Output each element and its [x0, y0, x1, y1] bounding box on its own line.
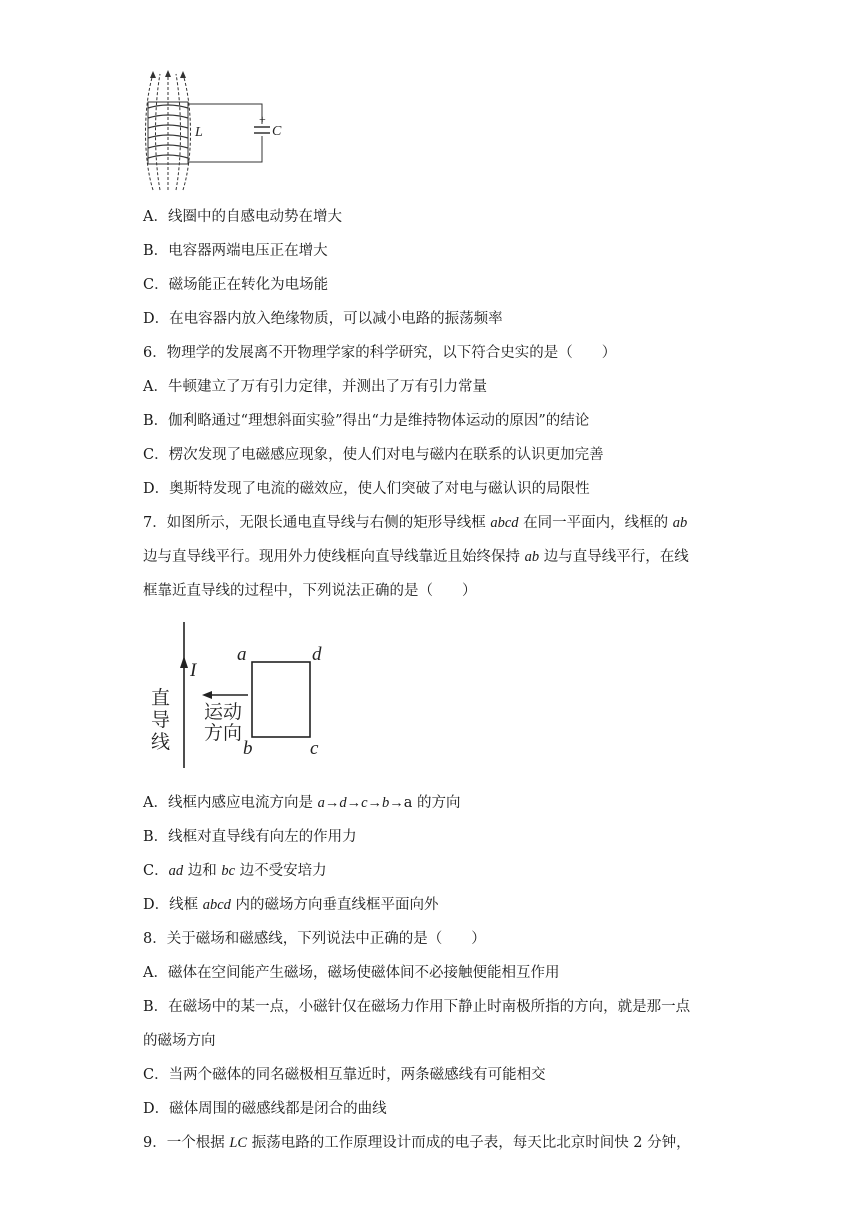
q5-option-a: A．线圈中的自感电动势在增大	[143, 209, 342, 225]
q8-option-c: C．当两个磁体的同名磁极相互靠近时，两条磁感线有可能相交	[143, 1067, 546, 1083]
q7-option-c: C．ad 边和 bc 边不受安培力	[143, 863, 327, 879]
wire-loop-figure	[144, 620, 344, 770]
q6-option-a: A．牛顿建立了万有引力定律，并测出了万有引力常量	[143, 379, 487, 395]
label-L: L	[195, 125, 203, 140]
wire-frame	[252, 662, 310, 737]
q5-option-b: B．电容器两端电压正在增大	[143, 243, 328, 259]
q5-option-d: D．在电容器内放入绝缘物质，可以减小电路的振荡频率	[143, 311, 503, 327]
q8-option-a: A．磁体在空间能产生磁场，磁场使磁体间不必接触便能相互作用	[143, 965, 560, 981]
motion-label-1: 运动	[204, 702, 243, 723]
q6-option-c: C．楞次发现了电磁感应现象，使人们对电与磁内在联系的认识更加完善	[143, 447, 604, 463]
q7-option-d: D．线框 abcd 内的磁场方向垂直线框平面向外	[143, 897, 439, 913]
label-a: a	[237, 644, 247, 665]
label-I: I	[190, 660, 197, 681]
q7-stem-line-3: 框靠近直导线的过程中，下列说法正确的是（ ）	[143, 583, 477, 599]
q6-option-d: D．奥斯特发现了电流的磁效应，使人们突破了对电与磁认识的局限性	[143, 481, 590, 497]
wire-label-3: 线	[151, 732, 171, 753]
label-c: c	[310, 738, 319, 759]
q7-option-b: B．线框对直导线有向左的作用力	[143, 829, 357, 845]
q5-option-c: C．磁场能正在转化为电场能	[143, 277, 329, 293]
q8-option-b-line-1: B．在磁场中的某一点，小磁针仅在磁场力作用下静止时南极所指的方向，就是那一点	[143, 999, 691, 1015]
q7-stem-line-2: 边与直导线平行。现用外力使线框向直导线靠近且始终保持 ab 边与直导线平行，在线	[143, 549, 689, 565]
label-plus: +	[259, 112, 266, 126]
wire-label-2: 导	[151, 710, 171, 731]
motion-label-2: 方向	[204, 723, 243, 744]
lc-circuit-figure	[138, 68, 288, 194]
label-d: d	[312, 644, 322, 665]
q6-stem: 6．物理学的发展离不开物理学家的科学研究，以下符合史实的是（ ）	[143, 345, 617, 361]
q8-stem: 8．关于磁场和磁感线，下列说法中正确的是（ ）	[143, 931, 486, 947]
q6-option-b: B．伽利略通过“理想斜面实验”得出“力是维持物体运动的原因”的结论	[143, 413, 590, 429]
q9-stem: 9．一个根据 LC 振荡电路的工作原理设计而成的电子表，每天比北京时间快 2 分钟，	[143, 1135, 691, 1151]
q7-option-a: A．线框内感应电流方向是 a→d→c→b→a 的方向	[143, 795, 461, 811]
q8-option-b-line-2: 的磁场方向	[143, 1033, 216, 1049]
label-b: b	[243, 738, 253, 759]
label-C: C	[272, 124, 282, 139]
q8-option-d: D．磁体周围的磁感线都是闭合的曲线	[143, 1101, 387, 1117]
q7-stem-line-1: 7．如图所示，无限长通电直导线与右侧的矩形导线框 abcd 在同一平面内，线框的 ab	[143, 515, 688, 531]
wire-label-1: 直	[151, 688, 171, 709]
